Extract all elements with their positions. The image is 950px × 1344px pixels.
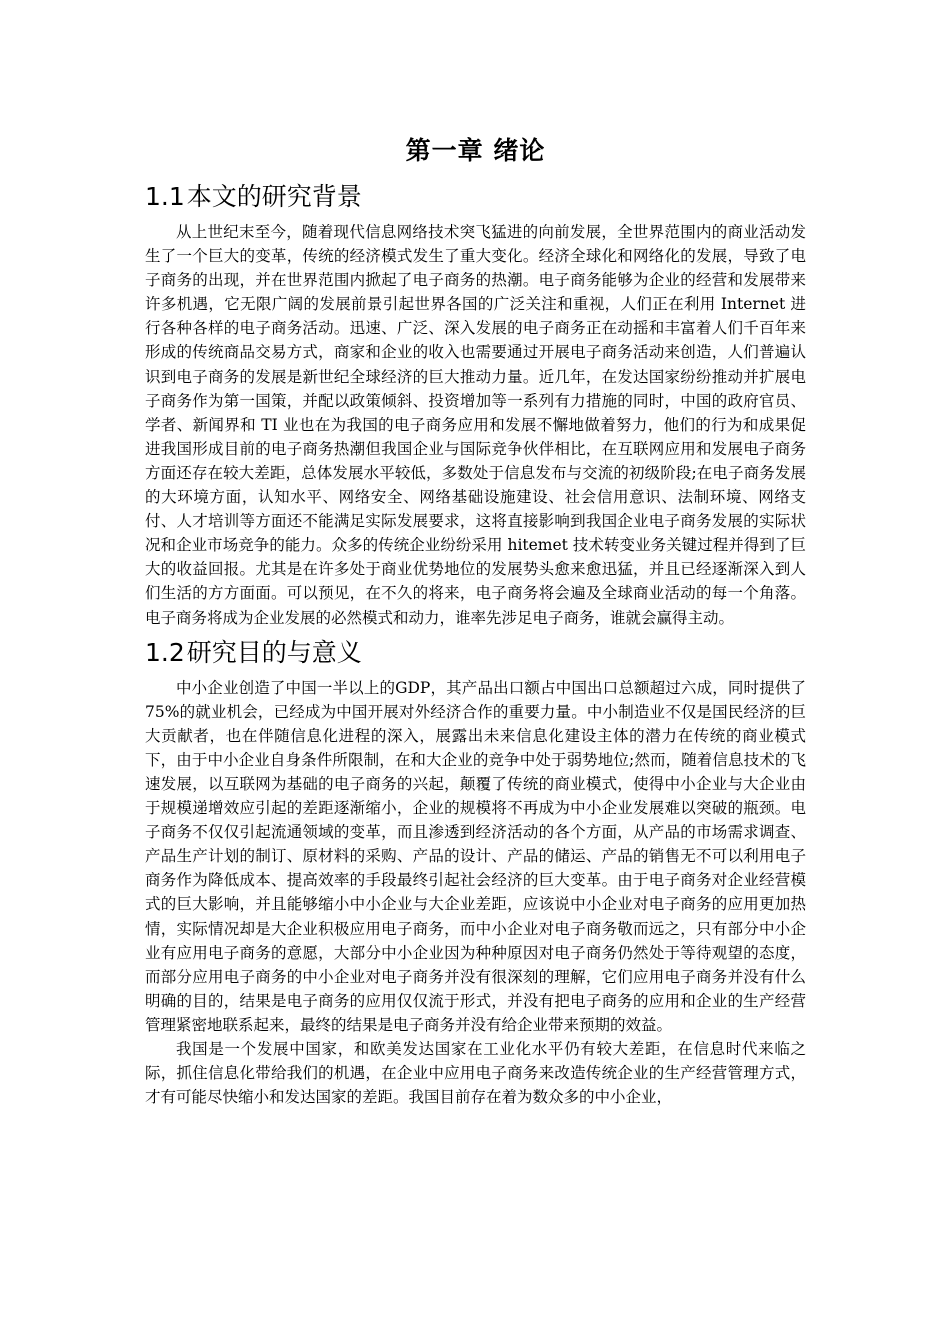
section-number: 1.2 — [145, 637, 185, 667]
section-heading-1-2 — [145, 634, 806, 672]
section-heading-1-1 — [145, 178, 806, 216]
section-number: 1.1 — [145, 182, 185, 211]
chapter-title: 第一章 绪论 — [405, 136, 546, 165]
document-body — [145, 128, 806, 1109]
paragraph-purpose-significance-2: 我国是一个发展中国家，和欧美发达国家在工业化水平仍有较大差距，在信息时代来临之际，抓住信息化带给我们的机遇，在企业中应用电子商务来改造传统企业的生产经营管理方式，才有可能尽快缩小和发达国家的差距。我国目前存在着为数众多的中小企业， — [145, 1040, 806, 1107]
section-title: 研究目的与意义 — [186, 637, 362, 667]
paragraph-research-background: 从上世纪末至今，随着现代信息网络技术突飞猛进的向前发展，全世界范围内的商业活动发生了一个巨大的变革，传统的经济模式发生了重大变化。经济全球化和网络化的发展，导致了电子商务的出现，并在世界范围内掀起了电子商务的热潮。电子商务能够为企业的经营和发展带来许多机遇，它无限广阔的发展前景引起世界各国的广泛关注和重视，人们正在利用 Internet 进行各种各样的电子商务活动。迅速、广泛、深入发展的电子商务正在动摇和丰富着人们千百年来形成的传统商品交易方式，商家和企业的收入也需要通过开展电子商务活动来创造，人们普遍认识到电子商务的发展是新世纪全球经济的巨大推动力量。近几年，在发达国家纷纷推动并扩展电子商务作为第一国策，并配以政策倾斜、投资增加等一系列有力措施的同时，中国的政府官员、学者、新闻界和 TI 业也在为我国的电子商务应用和发展不懈地做着努力，他们的行为和成果促进我国形成目前的电子商务热潮但我国企业与国际竞争伙伴相比，在互联网应用和发展电子商务方面还存在较大差距，总体发展水平较低，多数处于信息发布与交流的初级阶段;在电子商务发展的大环境方面，认知水平、网络安全、网络基础设施建设、社会信用意识、法制环境、网络支付、人才培训等方面还不能满足实际发展要求，这将直接影响到我国企业电子商务发展的实际状况和企业市场竞争的能力。众多的传统企业纷纷采用 hitemet 技术转变业务关键过程并得到了巨大的收益回报。尤其是在许多处于商业优势地位的发展势头愈来愈迅猛，并且已经逐渐深入到人们生活的方方面面。可以预见，在不久的将来，电子商务将会遍及全球商业活动的每一个角落。电子商务将成为企业发展的必然模式和动力，谁率先涉足电子商务，谁就会赢得主动。 — [145, 223, 806, 627]
paragraph-purpose-significance-1: 中小企业创造了中国一半以上的GDP，其产品出口额占中国出口总额超过六成，同时提供了75%的就业机会，已经成为中国开展对外经济合作的重要力量。中小制造业不仅是国民经济的巨大贡献者，也在伴随信息化进程的深入，展露出未来信息化建设主体的潜力在传统的商业模式下，由于中小企业自身条件所限制，在和大企业的竞争中处于弱势地位;然而，随着信息技术的飞速发展，以互联网为基础的电子商务的兴起，颠覆了传统的商业模式，使得中小企业与大企业由于规模递增效应引起的差距逐渐缩小，企业的规模将不再成为中小企业发展难以突破的瓶颈。电子商务不仅仅引起流通领域的变革，而且渗透到经济活动的各个方面，从产品的市场需求调查、产品生产计划的制订、原材料的采购、产品的设计、产品的储运、产品的销售无不可以利用电子商务作为降低成本、提高效率的手段最终引起社会经济的巨大变革。由于电子商务对企业经营模式的巨大影响，并且能够缩小中小企业与大企业差距，应该说中小企业对电子商务的应用更加热情，实际情况却是大企业积极应用电子商务，而中小企业对电子商务敬而远之，只有部分中小企业有应用电子商务的意愿，大部分中小企业因为种种原因对电子商务仍然处于等待观望的态度，而部分应用电子商务的中小企业对电子商务并没有很深刻的理解，它们应用电子商务并没有什么明确的目的，结果是电子商务的应用仅仅流于形式，并没有把电子商务的应用和企业的生产经营管理紧密地联系起来，最终的结果是电子商务并没有给企业带来预期的效益。 — [145, 678, 806, 1034]
section-title: 本文的研究背景 — [186, 182, 362, 211]
